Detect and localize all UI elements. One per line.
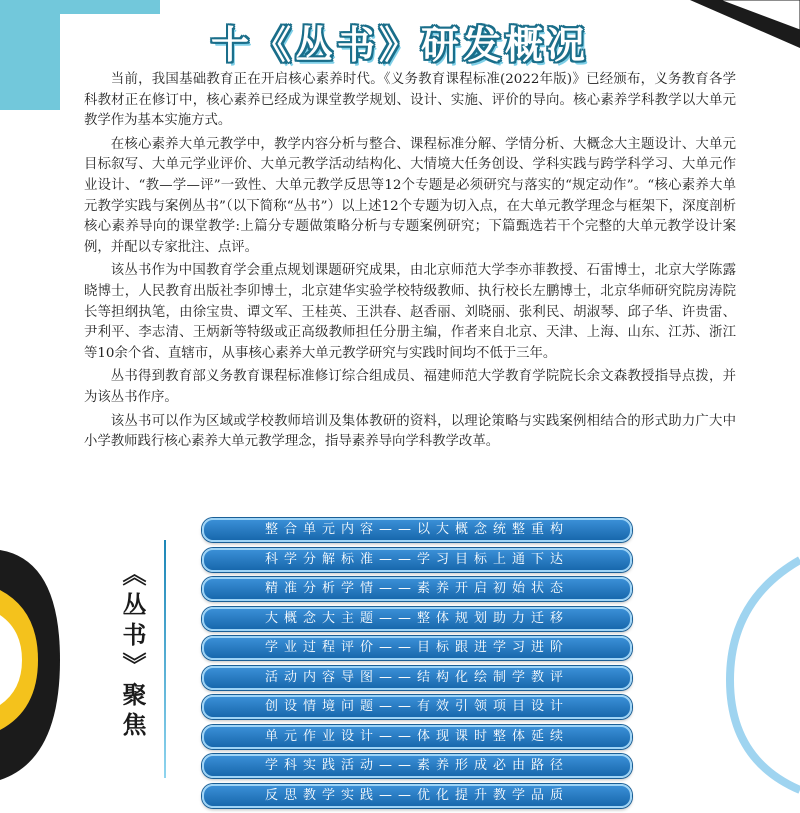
paragraph: 该丛书作为中国教育学会重点规划课题研究成果，由北京师范大学李亦菲教授、石雷博士，北京大学陈露晓博士，人民教育出版社李卯博士，北京建华实验学校特级教师、执行校长左鹏博士，北京华师研究院房涛院长等担纲执笔，由徐宝贵、谭文军、王桂英、王洪春、赵香丽、刘晓丽、张利民、胡淑琴、邱子华、许贵雷、尹利平、李志清、王炳新等特级或正高级教师担任分册主编，作者来自北京、天津、上海、山东、江苏、浙江等10余个省、直辖市，从事核心素养大单元教学研究与实践时间均不低于三年。	[84, 263, 736, 361]
side-decoration-right	[710, 540, 800, 800]
side-divider	[164, 540, 166, 778]
paragraph: 丛书得到教育部义务教育课程标准修订综合组成员、福建师范大学教育学院院长余文森教授指导点拨，并为该丛书作序。	[84, 369, 736, 405]
paragraph: 该丛书可以作为区域或学校教师培训及集体教研的资料，以理论策略与实践案例相结合的形式助力广大中小学教师践行核心素养大单元教学理念，指导素养导向学科教学改革。	[84, 413, 736, 450]
focus-item: 大概念大主题——整体规划助力迁移	[202, 607, 632, 631]
focus-side-title: 《丛书》聚焦	[118, 562, 146, 742]
focus-item: 反思教学实践——优化提升教学品质	[202, 784, 632, 808]
focus-item: 精准分析学情——素养开启初始状态	[202, 577, 632, 601]
paragraph: 当前，我国基础教育正在开启核心素养时代。《义务教育课程标准(2022年版)》已经颁布，义务教育各学科教材正在修订中，核心素养已经成为课堂教学规划、设计、实施、评价的导向。核心素养学科教学以大单元教学作为基本实施方式。	[84, 72, 736, 129]
focus-item: 单元作业设计——体现课时整体延续	[202, 725, 632, 749]
paragraph: 在核心素养大单元教学中，教学内容分析与整合、课程标准分解、学情分析、大概念大主题设计、大单元目标叙写、大单元学业评价、大单元教学活动结构化、大情境大任务创设、学科实践与跨学科学习、大单元作业设计、“教—学—评”一致性、大单元教学反思等12个专题是必须研究与落实的“规定动作”。“核心素养大单元教学实践与案例丛书”（以下简称“丛书”）以上述12个专题为切入点，在大单元教学理念与框架下，深度剖析核心素养导向的课堂教学:上篇分专题做策略分析与专题案例研究；下篇甄选若干个完整的大单元教学设计案例，并配以专家批注、点评。	[84, 136, 736, 255]
side-decoration-left	[0, 520, 90, 800]
page-title: 十《丛书》研发概况	[210, 23, 589, 67]
focus-item: 活动内容导图——结构化绘制学教评	[202, 666, 632, 690]
focus-item: 学科实践活动——素养形成必由路径	[202, 754, 632, 778]
focus-item: 学业过程评价——目标跟进学习进阶	[202, 636, 632, 660]
body-text	[84, 70, 736, 456]
focus-list	[202, 518, 632, 813]
focus-item: 科学分解标准——学习目标上通下达	[202, 548, 632, 572]
focus-item: 创设情境问题——有效引领项目设计	[202, 695, 632, 719]
focus-item: 整合单元内容——以大概念统整重构	[202, 518, 632, 542]
